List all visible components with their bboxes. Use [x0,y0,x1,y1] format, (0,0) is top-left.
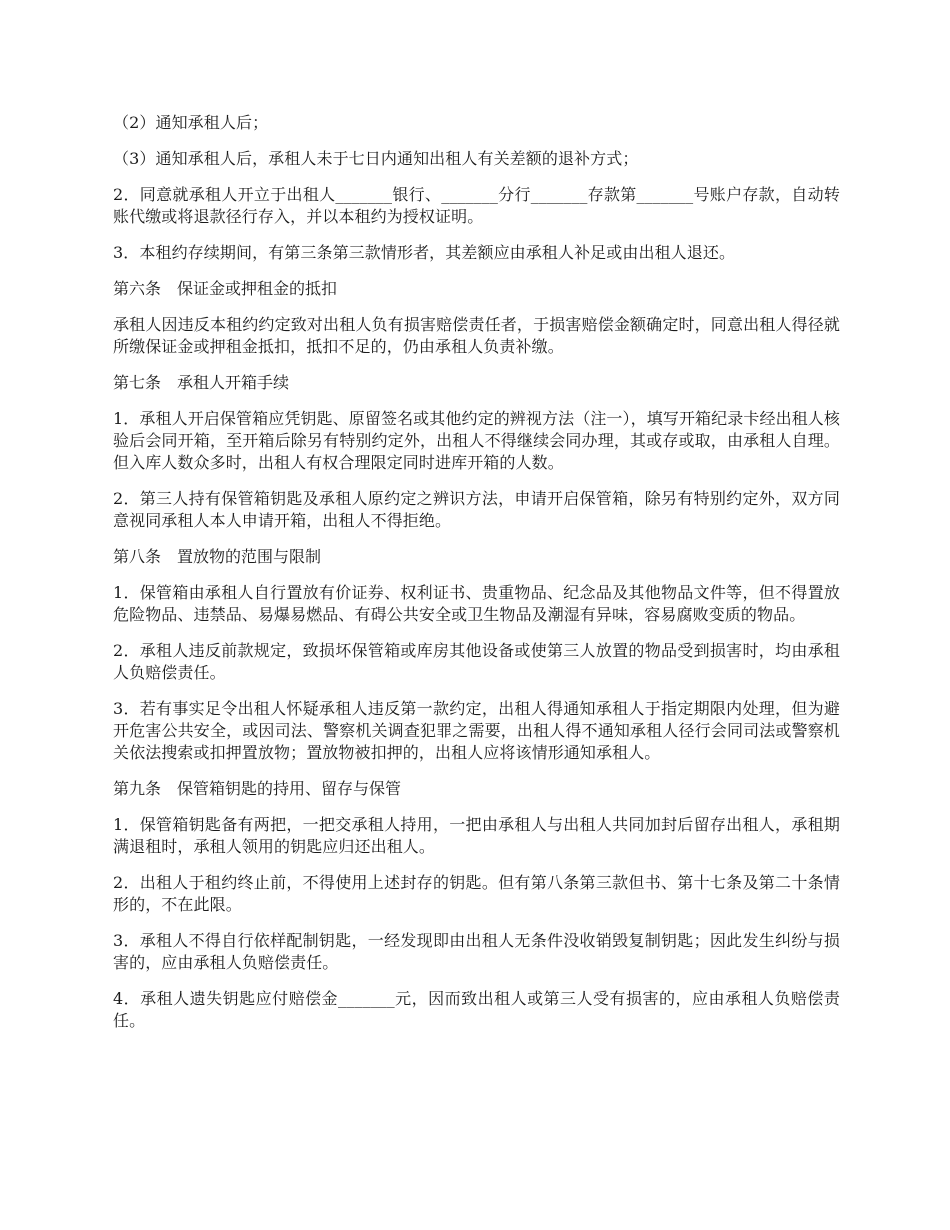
paragraph: 承租人因违反本租约约定致对出租人负有损害赔偿责任者，于损害赔偿金额确定时，同意出租人得径就所缴保证金或押租金抵扣，抵扣不足的，仍由承租人负责补缴。 [113,315,840,356]
paragraph: （3）通知承租人后，承租人未于七日内通知出租人有关差额的退补方式； [113,149,639,168]
article-heading: 第七条 承租人开箱手续 [113,373,290,392]
document-body [113,112,840,1046]
article-heading: 第九条 保管箱钥匙的持用、留存与保管 [113,779,402,798]
paragraph: 3．承租人不得自行依样配制钥匙，一经发现即由出租人无条件没收销毁复制钥匙；因此发生纠纷与损害的，应由承租人负赔偿责任。 [113,931,840,972]
paragraph: （2）通知承租人后； [113,113,269,132]
paragraph: 2．同意就承租人开立于出租人_______银行、_______分行_______存款第_______号账户存款，自动转账代缴或将退款径行存入，并以本租约为授权证明。 [113,185,840,226]
paragraph: 2．第三人持有保管箱钥匙及承租人原约定之辨识方法，申请开启保管箱，除另有特别约定外，双方同意视同承租人本人申请开箱，出租人不得拒绝。 [113,489,840,530]
paragraph: 3．若有事实足令出租人怀疑承租人违反第一款约定，出租人得通知承租人于指定期限内处理，但为避开危害公共安全，或因司法、警察机关调查犯罪之需要，出租人得不通知承租人径行会同司法或警察机关依法搜索或扣押置放物；置放物被扣押的，出租人应将该情形通知承租人。 [113,699,840,762]
paragraph: 1．承租人开启保管箱应凭钥匙、原留签名或其他约定的辨视方法（注一），填写开箱纪录卡经出租人核验后会同开箱，至开箱后除另有特别约定外，出租人不得继续会同办理，其或存或取，由承租人自理。但入库人数众多时，出租人有权合理限定同时进库开箱的人数。 [113,409,840,472]
article-heading: 第六条 保证金或押租金的抵扣 [113,279,338,298]
paragraph: 2．出租人于租约终止前，不得使用上述封存的钥匙。但有第八条第三款但书、第十七条及第二十条情形的，不在此限。 [113,873,840,914]
paragraph: 4．承租人遗失钥匙应付赔偿金_______元，因而致出租人或第三人受有损害的，应由承租人负赔偿责任。 [113,989,840,1030]
paragraph: 3．本租约存续期间，有第三条第三款情形者，其差额应由承租人补足或由出租人退还。 [113,243,736,262]
paragraph: 2．承租人违反前款规定，致损坏保管箱或库房其他设备或使第三人放置的物品受到损害时，均由承租人负赔偿责任。 [113,641,840,682]
paragraph: 1．保管箱钥匙备有两把，一把交承租人持用，一把由承租人与出租人共同加封后留存出租人，承租期满退租时，承租人领用的钥匙应归还出租人。 [113,815,840,856]
paragraph: 1．保管箱由承租人自行置放有价证券、权利证书、贵重物品、纪念品及其他物品文件等，但不得置放危险物品、违禁品、易爆易燃品、有碍公共安全或卫生物品及潮湿有异味，容易腐败变质的物品。 [113,583,840,624]
article-heading: 第八条 置放物的范围与限制 [113,547,322,566]
